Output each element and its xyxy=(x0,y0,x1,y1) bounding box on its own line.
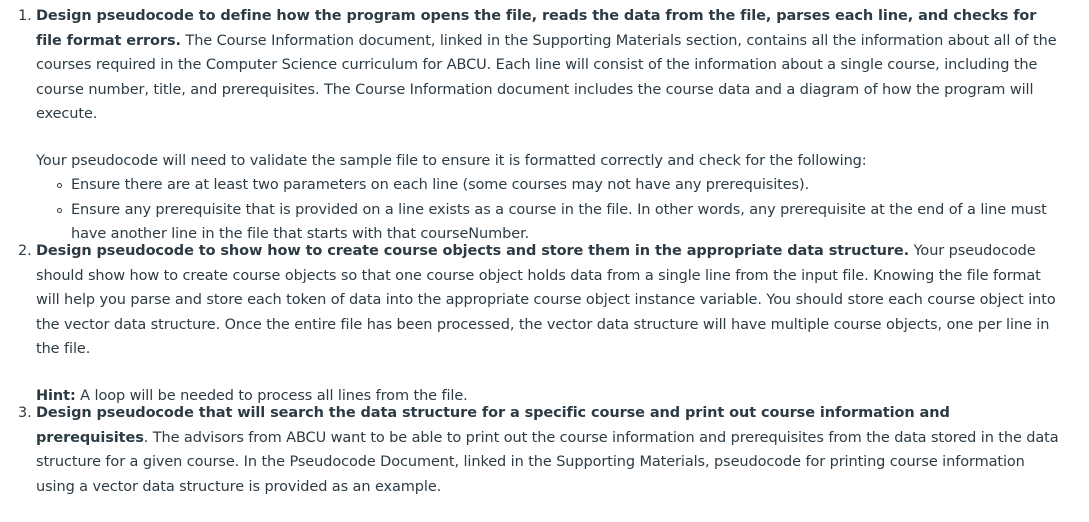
validation-list xyxy=(36,173,1060,247)
bullet-icon xyxy=(57,208,62,213)
hint-label: Hint: xyxy=(36,387,76,404)
step-body xyxy=(36,401,1060,499)
step-text: The Course Information document, linked in the Supporting Materials section, contains all the information about all of the courses required in the Computer Science curriculum for ABCU. Each line will consist of the information about a single course, including the course number, title, and prerequisites. The Course Information document includes the course data and a diagram of how the program will execute. xyxy=(36,32,1057,122)
bullet-icon xyxy=(57,183,62,188)
list-item-text: Ensure there are at least two parameters on each line (some courses may not have any prerequisites). xyxy=(71,177,810,193)
step-heading: Design pseudocode to show how to create course objects and store them in the appropriate data structure. xyxy=(36,243,910,259)
step-heading: Design pseudocode to define how the program opens the file, reads the data from the file, parses each line, and checks for file format errors. xyxy=(36,8,1037,49)
step-number: 3. xyxy=(18,405,32,421)
step-paragraph xyxy=(36,239,1060,362)
step-paragraph xyxy=(36,401,1060,499)
step-heading: Design pseudocode that will search the data structure for a specific course and print out course information and prerequisites xyxy=(36,405,950,446)
step-1 xyxy=(0,4,1060,247)
list-item-text: Ensure any prerequisite that is provided on a line exists as a course in the file. In other words, any prerequisite at the end of a line must have another line in the file that starts with that courseNumber. xyxy=(71,201,1047,242)
step-body xyxy=(36,239,1060,408)
step-2 xyxy=(0,239,1060,408)
step-3 xyxy=(0,401,1060,499)
step-number: 2. xyxy=(18,243,32,259)
validation-intro: Your pseudocode will need to validate the sample file to ensure it is formatted correctly and check for the following: xyxy=(36,152,867,169)
step-text: . The advisors from ABCU want to be able to print out the course information and prerequisites from the data stored in the data structure for a given course. In the Pseudocode Document, linked in the Supporting Materials, pseudocode for printing course information using a vector data structure is provided as an example. xyxy=(36,429,1059,495)
step-paragraph xyxy=(36,4,1060,127)
step-number: 1. xyxy=(18,8,32,24)
step-body xyxy=(36,4,1060,247)
hint-text: A loop will be needed to process all lines from the file. xyxy=(75,387,468,404)
list-item xyxy=(53,173,1060,198)
step-text: Your pseudocode should show how to create course objects so that one course object holds data from a single line from the input file. Knowing the file format will help you parse and store each token of data into the appropriate course object instance variable. You should store each course object into the vector data structure. Once the entire file has been processed, the vector data structure will have multiple course objects, one per line in the file. xyxy=(36,243,1056,357)
